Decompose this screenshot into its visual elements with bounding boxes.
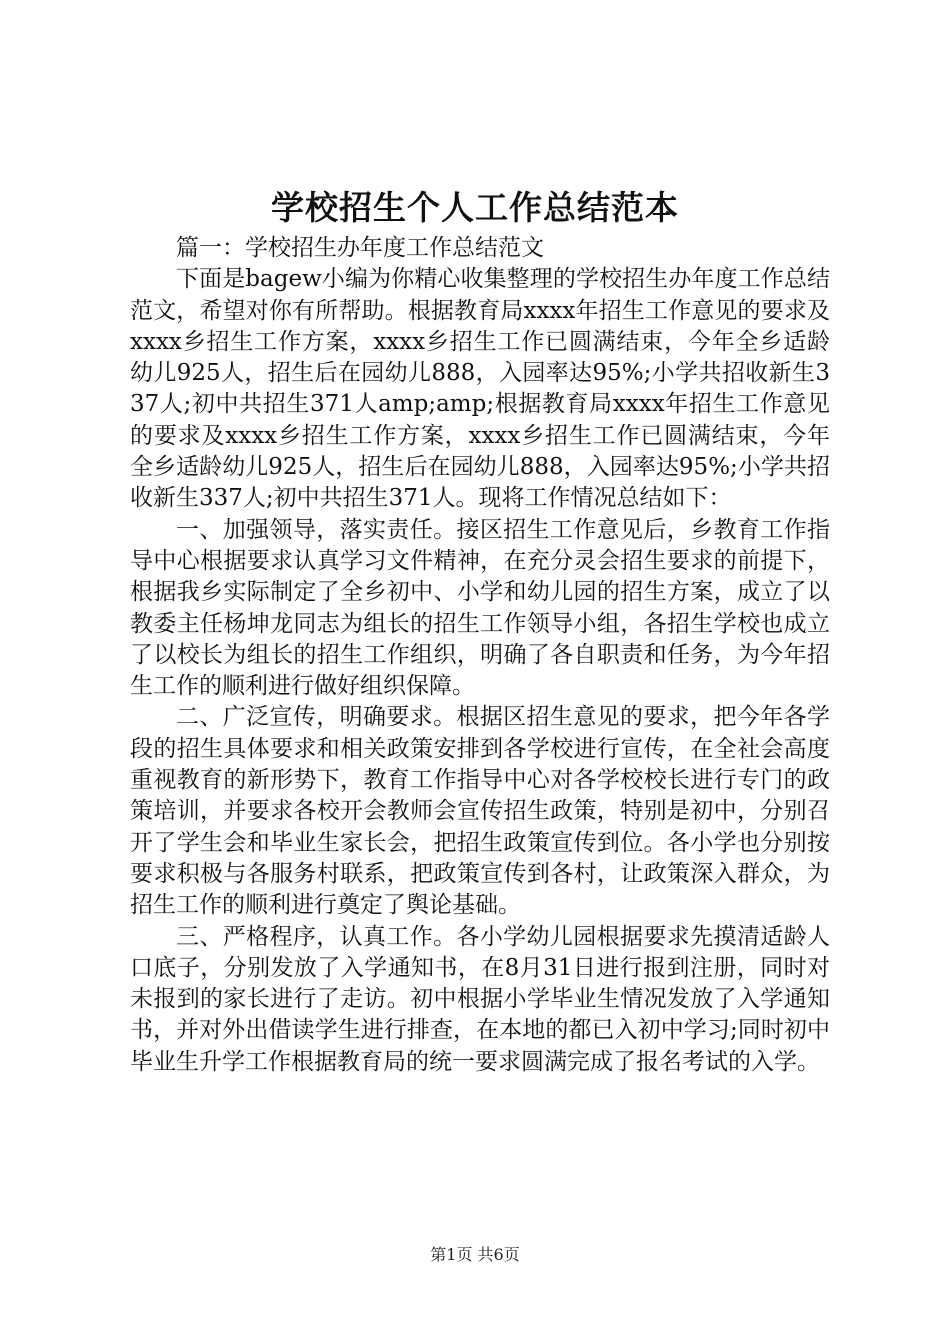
- document-body: [130, 233, 830, 1078]
- body-paragraph: 下面是bagew小编为你精心收集整理的学校招生办年度工作总结范文，希望对你有所帮助。根据教育局xxxx年招生工作意见的要求及xxxx乡招生工作方案，xxxx乡招生工作已圆满结束，今年全乡适龄幼儿925人，招生后在园幼儿888，入园率达95%;小学共招收新生337人;初中共招生371人amp;amp;根据教育局xxxx年招生工作意见的要求及xxxx乡招生工作方案，xxxx乡招生工作已圆满结束，今年全乡适龄幼儿925人，招生后在园幼儿888，入园率达95%;小学共招收新生337人;初中共招生371人。现将工作情况总结如下：: [130, 266, 830, 512]
- body-paragraph: 三、严格程序，认真工作。各小学幼儿园根据要求先摸清适龄人口底子，分别发放了入学通知书，在8月31日进行报到注册，同时对未报到的家长进行了走访。初中根据小学毕业生情况发放了入学通知书，并对外出借读学生进行排查，在本地的都已入初中学习;同时初中毕业生升学工作根据教育局的统一要求圆满完成了报名考试的入学。: [130, 923, 830, 1075]
- section-heading: 篇一：学校招生办年度工作总结范文: [176, 235, 544, 261]
- body-paragraph: 一、加强领导，落实责任。接区招生工作意见后，乡教育工作指导中心根据要求认真学习文件精神，在充分灵会招生要求的前提下，根据我乡实际制定了全乡初中、小学和幼儿园的招生方案，成立了以教委主任杨坤龙同志为组长的招生工作领导小组，各招生学校也成立了以校长为组长的招生工作组织，明确了各自职责和任务，为今年招生工作的顺利进行做好组织保障。: [130, 516, 830, 700]
- document-title: 学校招生个人工作总结范本: [271, 188, 679, 227]
- body-paragraph: 二、广泛宣传，明确要求。根据区招生意见的要求，把今年各学段的招生具体要求和相关政策安排到各学校进行宣传，在全社会高度重视教育的新形势下，教育工作指导中心对各学校校长进行专门的政策培训，并要求各校开会教师会宣传招生政策，特别是初中，分别召开了学生会和毕业生家长会，把招生政策宣传到位。各小学也分别按要求积极与各服务村联系，把政策宣传到各村，让政策深入群众，为招生工作的顺利进行奠定了舆论基础。: [130, 704, 830, 919]
- page-number-footer: 第1页 共6页: [430, 1245, 520, 1264]
